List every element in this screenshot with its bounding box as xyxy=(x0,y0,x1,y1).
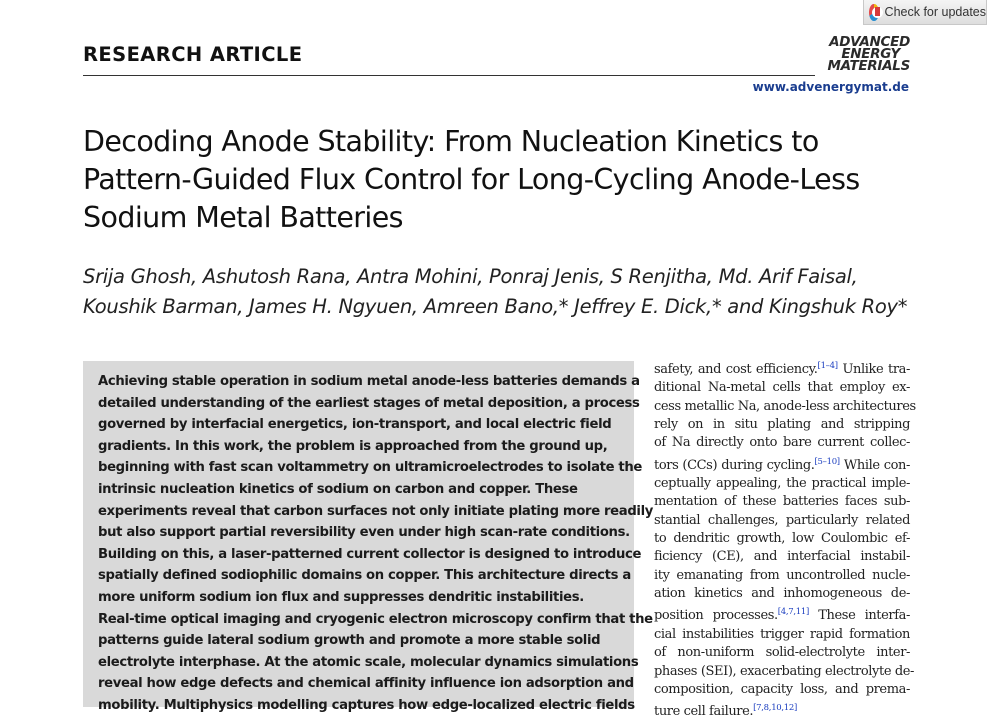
abstract-line: electrolyte interphase. At the atomic scale, molecular dynamics simulations xyxy=(98,654,639,670)
logo-line: ENERGY xyxy=(841,46,900,62)
body-line xyxy=(654,663,915,681)
body-text: Unlike tra- xyxy=(837,362,910,377)
citation-link[interactable]: [4,7,11] xyxy=(777,607,810,618)
body-line xyxy=(654,434,910,452)
body-text: ture cell failure. xyxy=(654,704,754,720)
body-text: ceptually appealing, the practical imple- xyxy=(654,476,910,492)
author-list xyxy=(83,262,933,322)
body-line xyxy=(654,681,910,699)
citation-link[interactable]: [5–10] xyxy=(814,456,840,467)
body-text: stantial challenges, particularly related xyxy=(654,512,910,528)
body-line xyxy=(654,416,910,434)
body-text: phases (SEI), exacerbating electrolyte de- xyxy=(654,663,915,679)
body-text: cess metallic Na, anode-less architectures xyxy=(654,398,916,414)
citation-link[interactable]: [1–4] xyxy=(817,361,838,371)
abstract-line: mobility. Multiphysics modelling captures how edge-localized electric fields xyxy=(98,697,635,713)
body-text: position processes. xyxy=(654,608,778,624)
body-text: ditional Na-metal cells that employ ex- xyxy=(654,380,910,396)
author-line: Srija Ghosh, Ashutosh Rana, Antra Mohini, Ponraj Jenis, S Renjitha, Md. Arif Faisal, xyxy=(83,265,858,288)
body-text: tors (CCs) during cycling. xyxy=(654,457,815,473)
abstract-line: but also support partial reversibility even under high scan-rate conditions. xyxy=(98,525,630,541)
abstract-line: experiments reveal that carbon surfaces not only initiate plating more readily xyxy=(98,503,653,519)
citation-link[interactable]: [7,8,10,12] xyxy=(753,703,798,714)
journal-logo xyxy=(816,36,910,72)
check-for-updates-button[interactable] xyxy=(863,0,987,25)
body-line xyxy=(654,603,910,625)
abstract-line: Building on this, a laser-patterned current collector is designed to introduce xyxy=(98,546,642,562)
body-text: These interfa- xyxy=(809,608,910,624)
body-line xyxy=(654,567,910,585)
body-text: safety, and cost efficiency. xyxy=(654,362,818,377)
logo-line: ADVANCED xyxy=(829,34,910,50)
body-line xyxy=(654,493,910,511)
abstract-line: reveal how edge defects and chemical affinity influence ion adsorption and xyxy=(98,676,634,692)
body-line xyxy=(654,585,910,603)
body-line xyxy=(654,530,910,548)
body-line xyxy=(654,699,910,721)
title-line: Pattern-Guided Flux Control for Long-Cycling Anode-Less xyxy=(83,163,860,196)
body-text: of Na directly onto bare current collec- xyxy=(654,435,910,451)
body-line xyxy=(654,398,916,416)
abstract-line: spatially defined sodiophilic domains on copper. This architecture directs a xyxy=(98,568,631,584)
abstract-line: beginning with fast scan voltammetry on ultramicroelectrodes to isolate the xyxy=(98,460,643,476)
article-title xyxy=(83,123,903,237)
body-line xyxy=(654,379,910,397)
body-text: rely on in situ plating and stripping xyxy=(654,417,910,433)
body-line xyxy=(654,357,910,379)
body-text: ation kinetics and inhomogeneous de- xyxy=(654,586,910,602)
abstract-line: governed by interfacial energetics, ion-transport, and local electric field xyxy=(98,417,612,433)
body-text: mentation of these batteries faces sub- xyxy=(654,494,910,510)
abstract-line: Real-time optical imaging and cryogenic electron microscopy confirm that the xyxy=(98,611,653,627)
bookmark-badge-icon xyxy=(869,4,879,21)
abstract-line: gradients. In this work, the problem is approached from the ground up, xyxy=(98,438,608,454)
body-text: cial instabilities trigger rapid formation xyxy=(654,626,910,642)
body-text: While con- xyxy=(839,457,911,473)
check-for-updates-label: Check for updates xyxy=(884,5,986,19)
body-text-column xyxy=(654,357,916,722)
body-text: composition, capacity loss, and prema- xyxy=(654,681,910,697)
abstract-line: detailed understanding of the earliest stages of metal deposition, a process xyxy=(98,395,640,411)
body-line xyxy=(654,453,910,475)
body-text: of non-uniform solid-electrolyte inter- xyxy=(654,645,910,661)
section-label: RESEARCH ARTICLE xyxy=(83,43,303,66)
abstract-line: intrinsic nucleation kinetics of sodium on carbon and copper. These xyxy=(98,481,578,497)
body-line xyxy=(654,626,910,644)
body-text: ficiency (CE), and interfacial instabil- xyxy=(654,549,910,565)
body-text: ity emanating from uncontrolled nucle- xyxy=(654,567,910,583)
body-line xyxy=(654,475,910,493)
author-line: Koushik Barman, James H. Ngyuen, Amreen Bano,* Jeffrey E. Dick,* and Kingshuk Roy* xyxy=(83,295,908,318)
title-line: Sodium Metal Batteries xyxy=(83,201,403,234)
journal-url-link[interactable]: www.advenergymat.de xyxy=(752,80,909,94)
abstract-box xyxy=(83,361,653,713)
body-text: to dendritic growth, low Coulombic ef- xyxy=(654,531,910,547)
title-line: Decoding Anode Stability: From Nucleation Kinetics to xyxy=(83,125,819,158)
header-divider xyxy=(83,75,815,76)
body-line xyxy=(654,512,910,530)
logo-line: MATERIALS xyxy=(827,58,910,74)
abstract-line: more uniform sodium ion flux and suppresses dendritic instabilities. xyxy=(98,589,584,605)
body-line xyxy=(654,644,910,662)
abstract-line: Achieving stable operation in sodium metal anode-less batteries demands a xyxy=(98,374,640,389)
body-line xyxy=(654,548,910,566)
abstract-line: patterns guide lateral sodium growth and promote a more stable solid xyxy=(98,633,601,649)
